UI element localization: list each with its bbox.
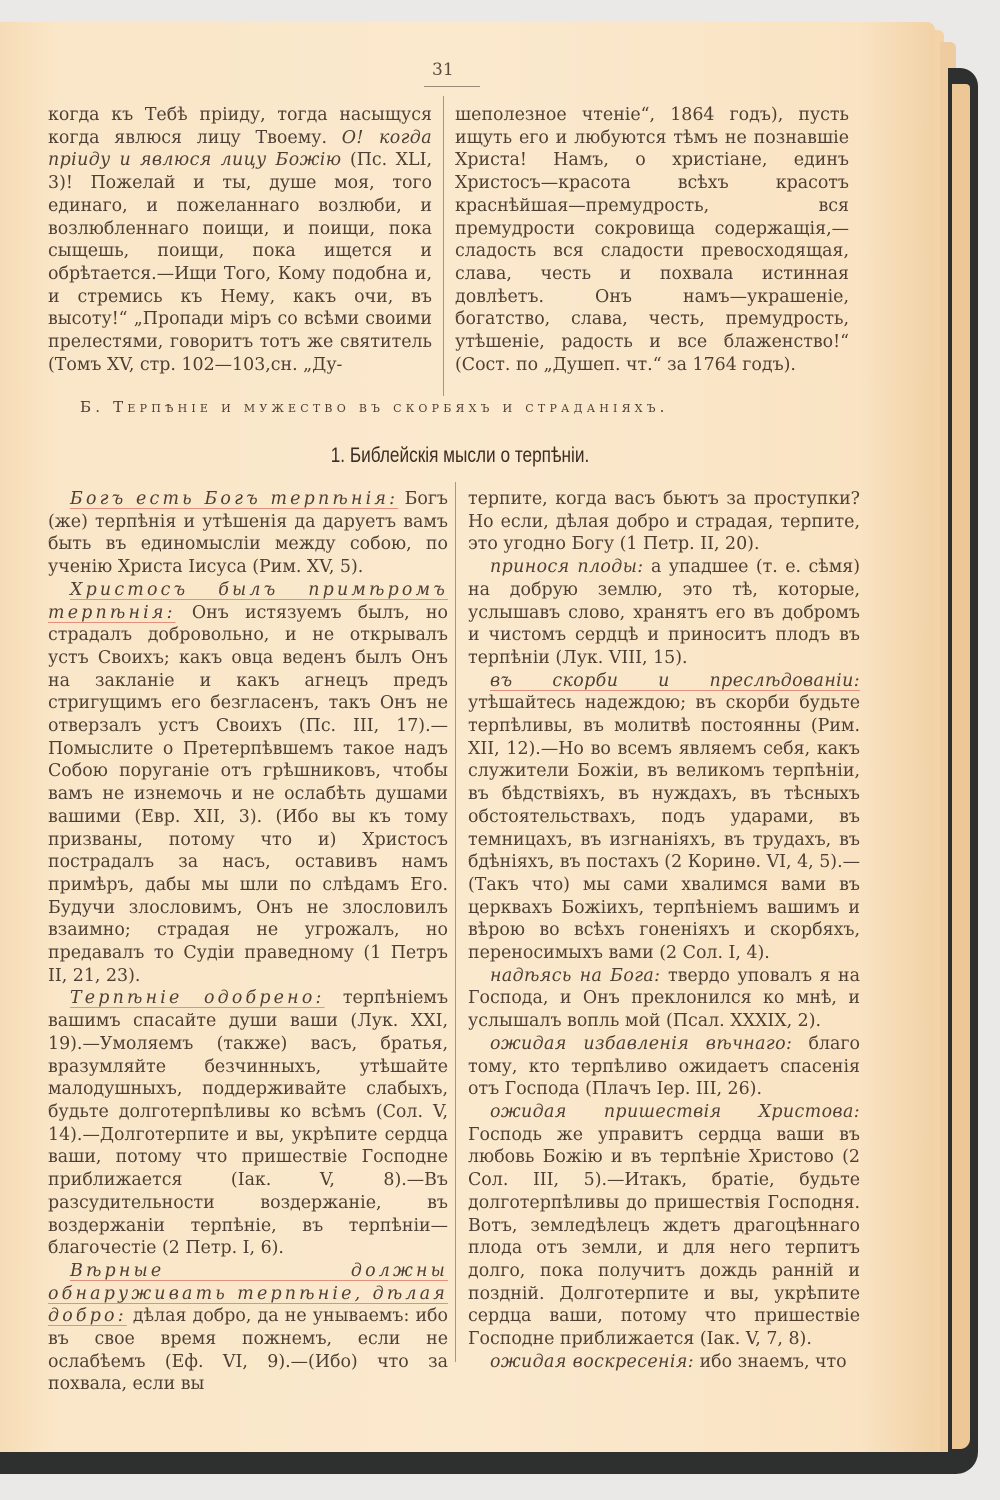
top-left-column bbox=[48, 104, 432, 376]
paragraph bbox=[468, 556, 860, 670]
column-divider bbox=[455, 482, 456, 1362]
paragraph bbox=[468, 670, 860, 965]
paragraph bbox=[468, 488, 860, 556]
text-run: когда къ Тебѣ пріиду, тогда насыщуся когда явлюся лицу Твоему. bbox=[48, 105, 432, 148]
paragraph bbox=[48, 987, 448, 1259]
paragraph-text: утѣшайтесь надеждою; въ скорби будьте терпѣливы, въ молитвѣ постоянны (Рим. XII, 12).—Но во всемъ являемъ себя, какъ служители Божіи, въ великомъ терпѣніи, въ бѣдствіяхъ, въ нуждахъ, въ тѣсныхъ обстоятельствахъ, подъ ударами, въ темницахъ, въ изгнаніяхъ, въ трудахъ, въ бдѣніяхъ, въ постахъ (2 Коринѳ. VI, 4, 5).—(Такъ что) мы сами хвалимся вами въ церквахъ Божіихъ, терпѣніемъ вашимъ и вѣрою во всѣхъ гоненіяхъ и скорбяхъ, переносимыхъ вами (2 Сол. I, 4). bbox=[468, 693, 860, 964]
book-cover-bottom bbox=[0, 1452, 972, 1474]
paragraph-label: ожидая пришествія Христова: bbox=[490, 1101, 860, 1122]
paragraph bbox=[468, 1033, 860, 1101]
paragraph-text: терпѣніемъ вашимъ спасайте души ваши (Лук. XXI, 19).—Умоляемъ (также) васъ, братья, вразумляйте безчинныхъ, утѣшайте малодушныхъ, поддерживайте слабыхъ, будьте долготерпѣливы ко всѣмъ (Сол. V, 14).—Долготерпите и вы, укрѣпите сердца ваши, потому что пришествіе Господне приближается (Іак. V, 8).—Въ разсудительности воздержаніе, въ воздержаніи терпѣніе, въ терпѣніи—благочестіе (2 Петр. I, 6). bbox=[48, 988, 449, 1259]
paragraph-text: терпите, когда васъ бьютъ за проступки? Но если, дѣлая добро и страдая, терпите, это угодно Богу (1 Петр. II, 20). bbox=[468, 489, 860, 555]
paragraph bbox=[48, 579, 448, 988]
paragraph-label: надѣясь на Бога: bbox=[490, 965, 661, 986]
paragraph bbox=[468, 1351, 860, 1374]
paragraph-text: Богъ (же) терпѣнія и утѣшенія да даруетъ вамъ быть въ единомысліи между собою, по ученію Христа Іисуса (Рим. XV, 5). bbox=[48, 489, 448, 578]
page-number-rule bbox=[424, 86, 480, 87]
paragraph-label: въ скорби и преслѣдованіи: bbox=[490, 670, 860, 691]
paragraph-text: Господь же управитъ сердца ваши въ любовь Божію и въ терпѣніе Христово (2 Сол. III, 5).—Итакъ, братіе, будьте долготерпѣливы до пришествія Господня. Вотъ, земледѣлецъ ждетъ драгоцѣннаго плода отъ земли, и для него терпитъ долго, пока получитъ дождь ранній и поздній. Долготерпите и вы, укрѣпите сердца ваши, потому что пришествіе Господне приближается (Іак. V, 7, 8). bbox=[468, 1124, 860, 1350]
paragraph-label: Терпѣніе одобрено: bbox=[70, 988, 325, 1009]
paragraph-label: Вѣрные должны обнаруживать терпѣніе, дѣлая добро: bbox=[48, 1260, 448, 1327]
page-block-edge bbox=[952, 84, 970, 1449]
paragraph-text: а упадшее (т. е. сѣмя) на добрую землю, это тѣ, которые, услышавъ слово, хранятъ его въ добромъ и чистомъ сердцѣ и приноситъ плодъ въ терпѣніи (Лук. VIII, 15). bbox=[468, 557, 860, 668]
page-number: 31 bbox=[432, 60, 454, 80]
column-divider bbox=[443, 96, 444, 396]
paragraph-text: твердо уповалъ я на Господа, и Онъ преклонился ко мнѣ, и услышалъ вопль мой (Псал. XXXIX, 2). bbox=[468, 965, 860, 1032]
paragraph-text: Онъ истязуемъ былъ, но страдалъ добровольно, и не открывалъ устъ Своихъ; какъ овца веденъ былъ Онъ на закланіе и какъ агнецъ предъ стригущимъ его безгласенъ, такъ Онъ не отверзалъ устъ Своихъ (Пс. III, 17).—Помыслите о Претерпѣвшемъ такое надъ Собою поруганіе отъ грѣшниковъ, чтобы вамъ не изнемочь и не ослабѣть душами вашими (Евр. XII, 3). (Ибо вы къ тому призваны, потому что и) Христосъ пострадалъ за насъ, оставивъ намъ примѣръ, дабы мы шли по слѣдамъ Его. Будучи злословимъ, Онъ не злословилъ взаимно; страдая не угрожалъ, но предавалъ то Судіи праведному (1 Петръ II, 21, 23). bbox=[48, 602, 448, 986]
italic-quote: О! когда пріиду и явлюся лицу Божію bbox=[48, 127, 432, 171]
paragraph-label: ожидая избавленія вѣчнаго: bbox=[490, 1033, 793, 1054]
paragraph-label: Христосъ былъ примѣромъ терпѣнія: bbox=[48, 579, 448, 623]
bottom-right-column bbox=[468, 488, 860, 1373]
paragraph: шеполезное чтеніе“, 1864 годъ), пусть ищуть его и любуются тѣмъ не познавшіе Христа! Намъ, о христіане, единъ Христосъ—красота всѣхъ красотъ краснѣйшая—премудрость, вся премудрости сокровища содержащія,—сладость вся сладости превосходящая, слава, честь и похвала истинная довлѣетъ. Онъ намъ—украшеніе, богатство, слава, честь, премудрость, утѣшеніе, радость и все блаженство!“ (Сост. по „Душеп. чт.“ за 1764 годъ). bbox=[455, 105, 849, 375]
paragraph bbox=[48, 1260, 448, 1396]
bottom-left-column bbox=[48, 488, 448, 1396]
top-right-column bbox=[455, 104, 849, 376]
table-surface bbox=[0, 1474, 975, 1500]
paragraph bbox=[48, 104, 432, 376]
paragraph-label: Богъ есть Богъ терпѣнія: bbox=[70, 489, 399, 509]
paragraph-text: дѣлая добро, да не унываемъ: ибо въ свое время пожнемъ, если не ослабѣемъ (Еф. VI, 9).—(Ибо) что за похвала, если вы bbox=[48, 1306, 448, 1395]
paragraph-label: принося плоды: bbox=[490, 557, 644, 578]
paragraph bbox=[48, 488, 448, 579]
text-run: (Пс. XLI, 3)! Пожелай и ты, душе моя, того единаго, и пожеланнаго возлюби, и возлюбленнаго поищи, и поищи, пока сыщешь, поищи, пока ищется и обрѣтается.—Ищи Того, Кому подобна и, и стремись къ Нему, какъ очи, въ высоту!“ „Пропади міръ со всѣми своими прелестями, говоритъ тотъ же святитель (Томъ XV, стр. 102—103,сн. „Ду- bbox=[48, 150, 432, 375]
paragraph bbox=[468, 1101, 860, 1351]
sub-heading: 1. Библейскія мысли о терпѣніи. bbox=[330, 444, 590, 467]
paragraph-label: ожидая воскресенія: bbox=[490, 1351, 695, 1372]
paragraph-text: ибо знаемъ, что bbox=[694, 1351, 847, 1372]
paragraph bbox=[468, 965, 860, 1033]
section-heading: Б. Терпѣніе и мужество въ скорбяхъ и страданіяхъ. bbox=[80, 398, 669, 416]
paragraph-text: благо тому, кто терпѣливо ожидаетъ спасенія отъ Господа (Плачъ Іер. III, 26). bbox=[468, 1033, 860, 1100]
